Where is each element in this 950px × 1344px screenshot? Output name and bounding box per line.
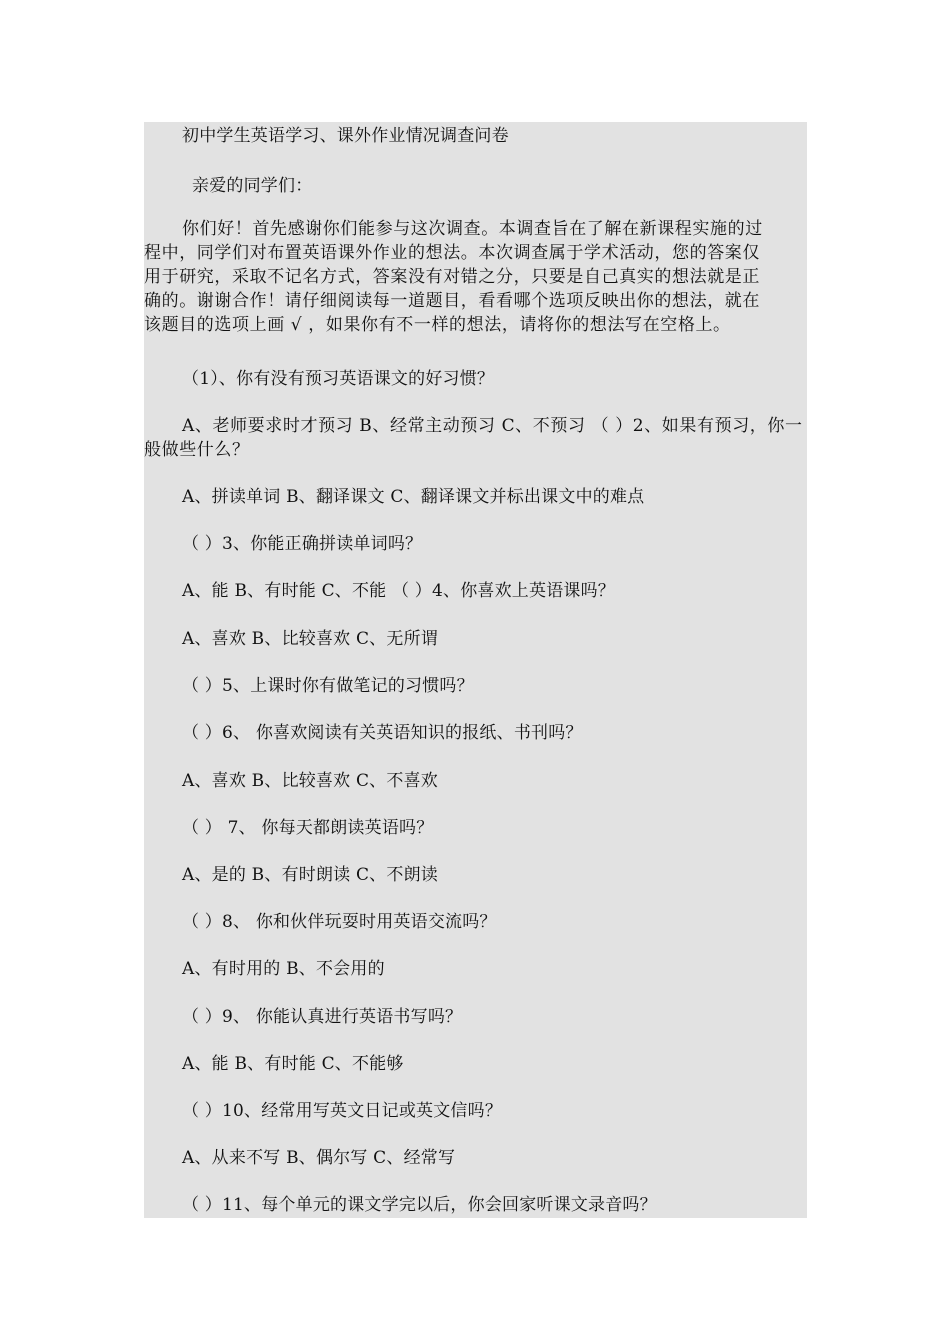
question-9: （ ）9、 你能认真进行英语书写吗？ — [182, 1007, 463, 1027]
intro-line: 确的。谢谢合作！请仔细阅读每一道题目，看看哪个选项反映出你的想法，就在 — [144, 291, 760, 311]
document-page — [144, 122, 807, 1218]
greeting: 亲爱的同学们： — [192, 176, 313, 196]
intro-line: 用于研究，采取不记名方式，答案没有对错之分，只要是自己真实的想法就是正 — [144, 267, 760, 287]
options-line: A、老师要求时才预习 B、经常主动预习 C、不预习 （ ）2、如果有预习，你一 — [182, 416, 803, 436]
question-6-options: A、喜欢 B、比较喜欢 C、不喜欢 — [182, 771, 438, 791]
question-2-options: A、拼读单词 B、翻译课文 C、翻译课文并标出课文中的难点 — [182, 487, 645, 507]
question-10-options: A、从来不写 B、偶尔写 C、经常写 — [182, 1148, 456, 1168]
options-line: 般做些什么？ — [144, 440, 250, 460]
question-3: （ ）3、你能正确拼读单词吗？ — [182, 534, 423, 554]
intro-line: 该题目的选项上画 √ ，如果你有不一样的想法，请将你的想法写在空格上。 — [144, 315, 731, 335]
question-8-options: A、有时用的 B、不会用的 — [182, 959, 385, 979]
question-8: （ ）8、 你和伙伴玩耍时用英语交流吗？ — [182, 912, 497, 932]
question-6: （ ）6、 你喜欢阅读有关英语知识的报纸、书刊吗？ — [182, 723, 583, 743]
intro-line: 你们好！首先感谢你们能参与这次调查。本调查旨在了解在新课程实施的过 — [182, 219, 763, 239]
question-1: （1）、你有没有预习英语课文的好习惯？ — [182, 369, 495, 389]
question-7: （ ） 7、 你每天都朗读英语吗？ — [182, 818, 434, 838]
question-9-options: A、能 B、有时能 C、不能够 — [182, 1054, 404, 1074]
question-11: （ ）11、每个单元的课文学完以后，你会回家听课文录音吗？ — [182, 1195, 657, 1215]
intro-paragraph — [144, 217, 807, 337]
question-1-options-and-question-2 — [144, 414, 807, 462]
question-5: （ ）5、上课时你有做笔记的习惯吗？ — [182, 676, 474, 696]
question-7-options: A、是的 B、有时朗读 C、不朗读 — [182, 865, 438, 885]
intro-line: 程中，同学们对布置英语课外作业的想法。本次调查属于学术活动，您的答案仅 — [144, 243, 760, 263]
question-4-options: A、喜欢 B、比较喜欢 C、无所谓 — [182, 629, 438, 649]
survey-title: 初中学生英语学习、课外作业情况调查问卷 — [182, 126, 509, 146]
question-3-options-and-question-4: A、能 B、有时能 C、不能 （ ）4、你喜欢上英语课吗？ — [182, 581, 616, 601]
question-10: （ ）10、经常用写英文日记或英文信吗？ — [182, 1101, 503, 1121]
